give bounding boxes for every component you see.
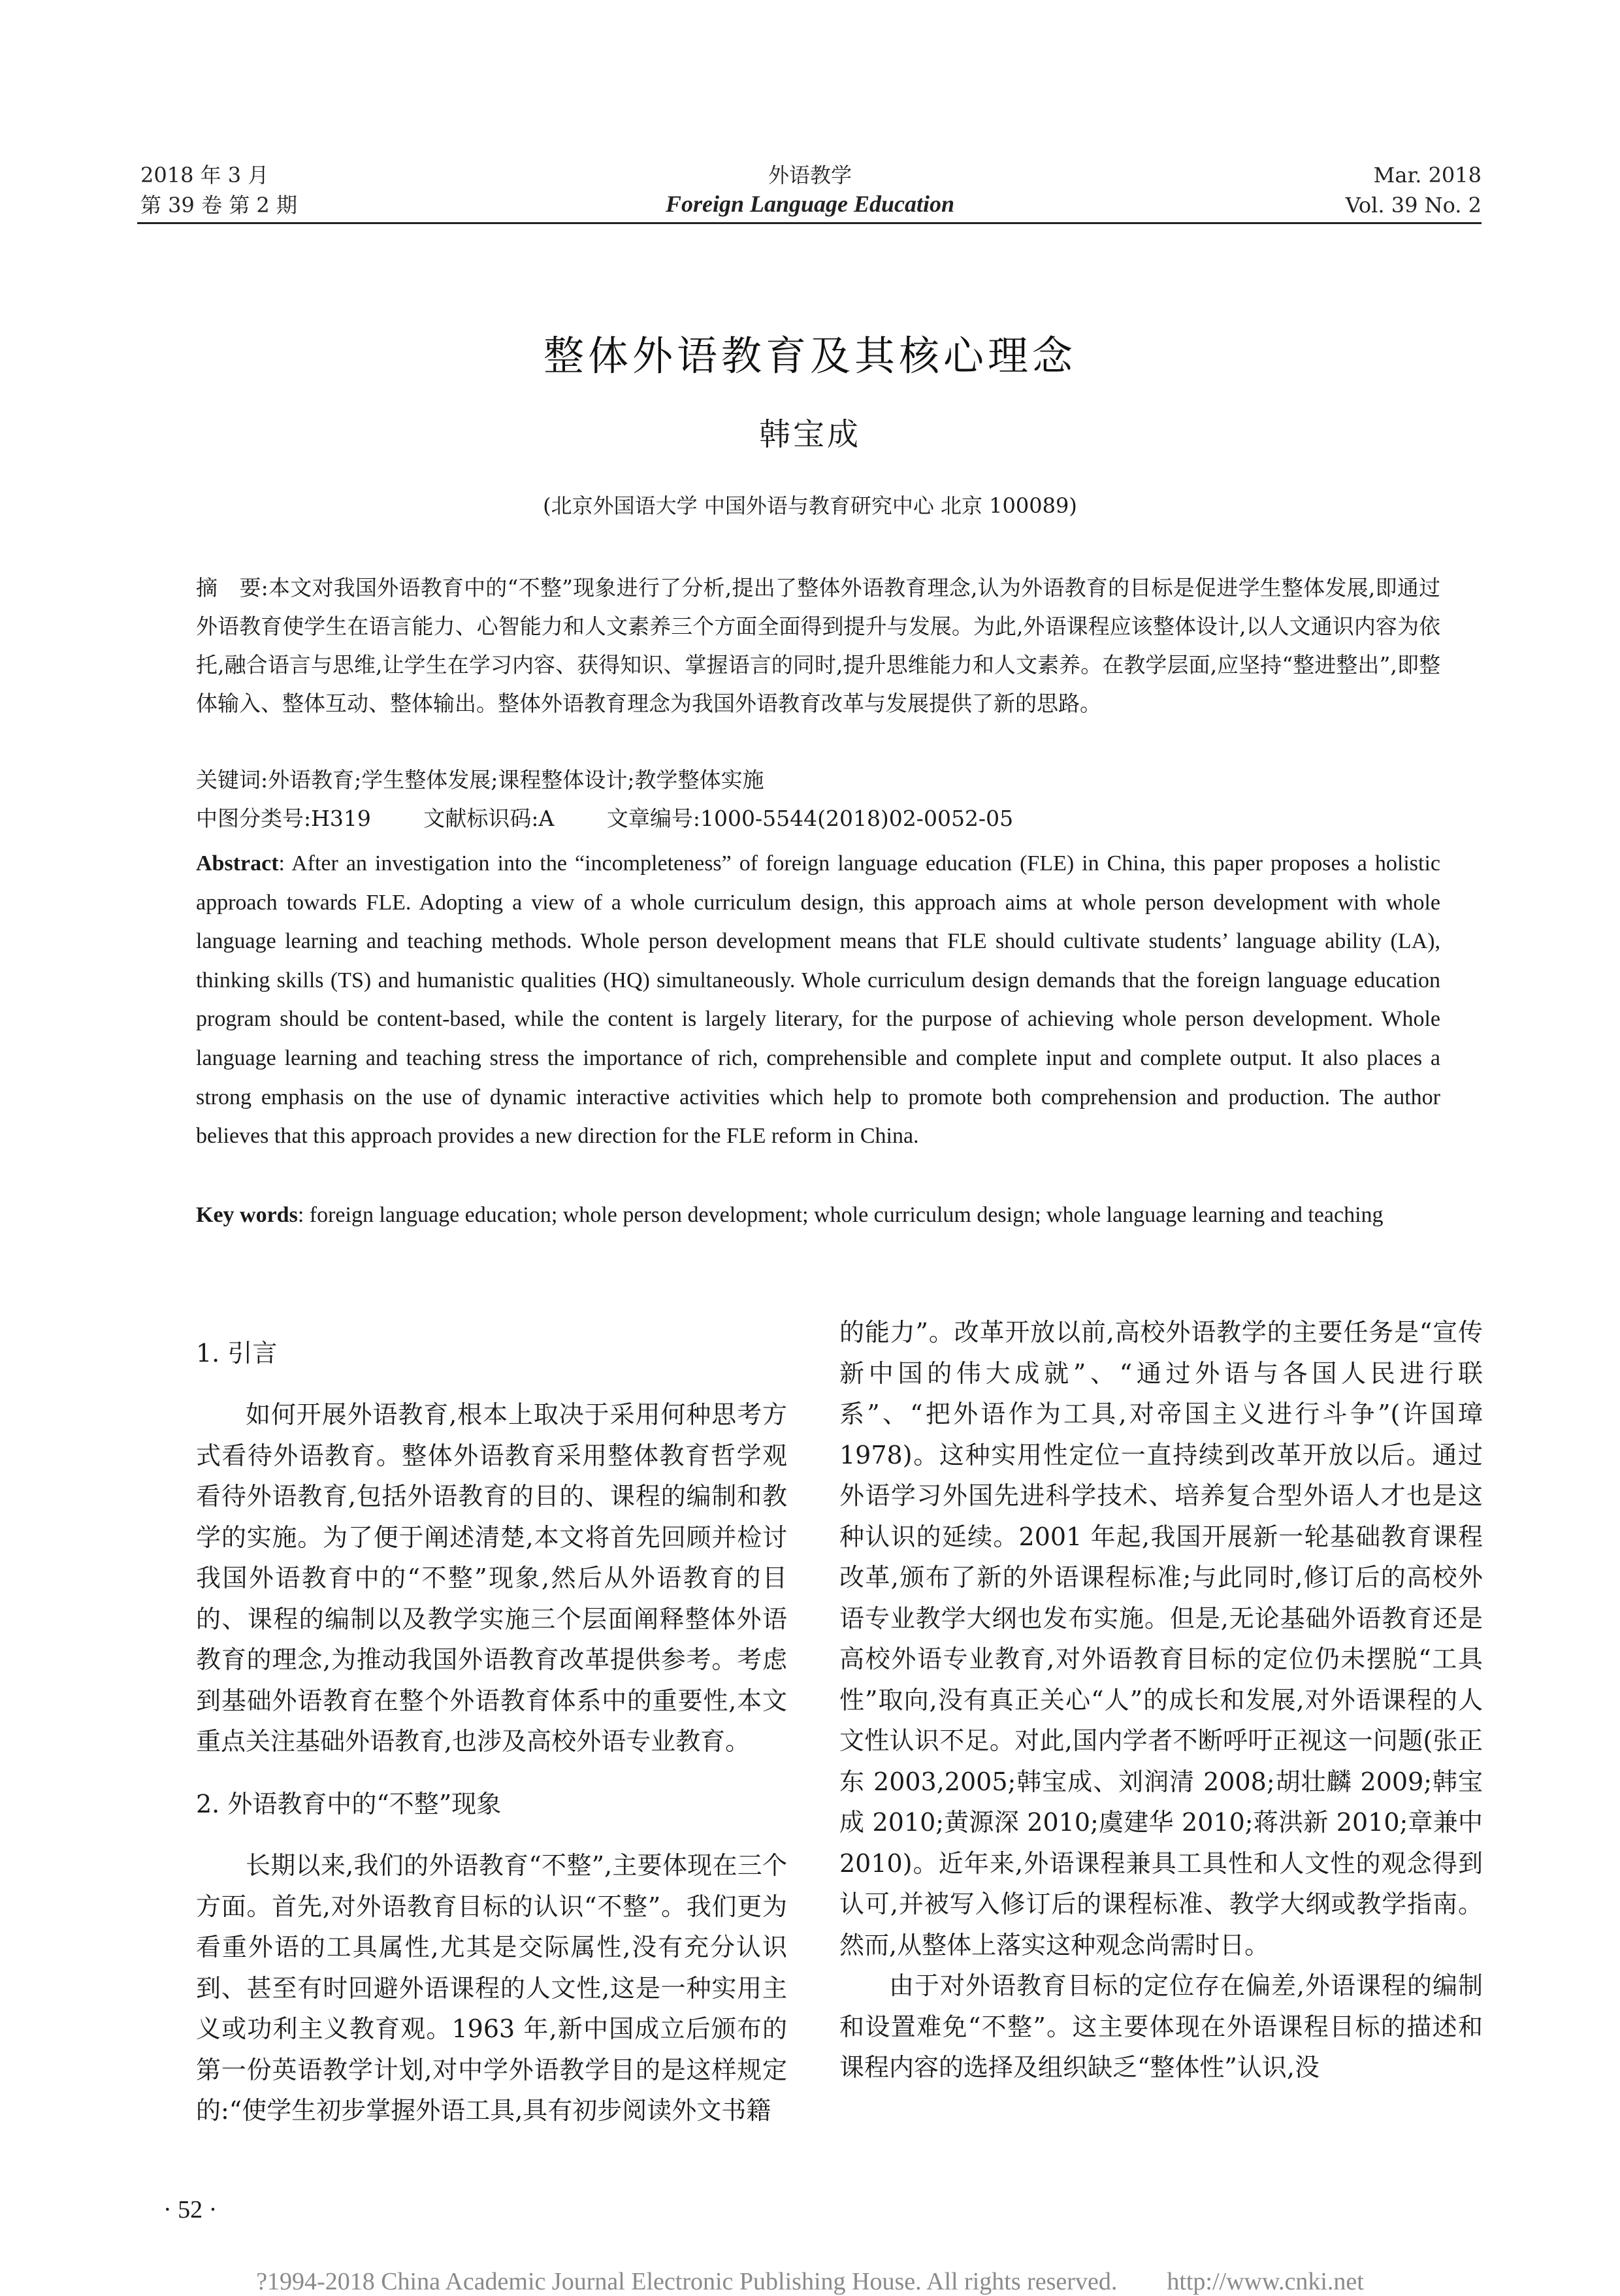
section-1-paragraph: 如何开展外语教育,根本上取决于采用何种思考方式看待外语教育。整体外语教育采用整体教育哲学观看待外语教育,包括外语教育的目的、课程的编制和教学的实施。为了便于阐述清楚,本文将首先回顾并检讨我国外语教育中的“不整”现象,然后从外语教育的目的、课程的编制以及教学实施三个层面阐释整体外语教育的理念,为推动我国外语教育改革提供参考。考虑到基础外语教育在整个外语教育体系中的重要性,本文重点关注基础外语教育,也涉及高校外语专业教育。 xyxy=(196,1400,787,1756)
keywords-cn: 关键词:外语教育;学生整体发展;课程整体设计;教学整体实施 xyxy=(196,767,764,793)
right-paragraph-2: 由于对外语教育目标的定位存在偏差,外语课程的编制和设置难免“不整”。这主要体现在外语课程目标的描述和课程内容的选择及组织缺乏“整体性”认识,没 xyxy=(839,1971,1483,2082)
keywords-en-label: Key words xyxy=(196,1203,298,1227)
classification-line xyxy=(196,799,1440,838)
header-date-en: Mar. 2018 xyxy=(1373,163,1482,188)
section-2-heading: 2. 外语教育中的“不整”现象 xyxy=(196,1790,502,1818)
paper-author: 韩宝成 xyxy=(758,416,861,453)
clc-number: 中图分类号:H319 xyxy=(196,806,371,831)
abstract-cn: 摘 要:本文对我国外语教育中的“不整”现象进行了分析,提出了整体外语教育理念,认为外语教育的目标是促进学生整体发展,即通过外语教育使学生在语言能力、心智能力和人文素养三个方面全面得到提升与发展。为此,外语课程应该整体设计,以人文通识内容为依托,融合语言与思维,让学生在学习内容、获得知识、掌握语言的同时,提升思维能力和人文素养。在教学层面,应坚持“整进整出”,即整体输入、整体互动、整体输出。整体外语教育理念为我国外语教育改革与发展提供了新的思路。 xyxy=(196,575,1440,716)
abstract-en xyxy=(196,844,1440,1156)
article-number: 文章编号:1000-5544(2018)02-0052-05 xyxy=(606,806,1014,831)
paper-title: 整体外语教育及其核心理念 xyxy=(543,332,1077,380)
header-rule xyxy=(137,222,1482,224)
page-number: · 52 · xyxy=(163,2196,218,2223)
abstract-en-label: Abstract xyxy=(196,851,279,876)
keywords-en xyxy=(196,1196,1440,1234)
section-1-heading: 1. 引言 xyxy=(196,1339,278,1368)
author-affiliation: (北京外国语大学 中国外语与教育研究中心 北京 100089) xyxy=(543,493,1077,518)
section-2-paragraph: 长期以来,我们的外语教育“不整”,主要体现在三个方面。首先,对外语教育目标的认识“不整”。我们更为看重外语的工具属性,尤其是交际属性,没有充分认识到、甚至有时回避外语课程的人文性,这是一种实用主义或功利主义教育观。1963 年,新中国成立后颁布的第一份英语教学计划,对中学外语教学目的是这样规定的:“使学生初步掌握外语工具,具有初步阅读外文书籍 xyxy=(196,1851,787,2125)
right-column xyxy=(839,1312,1483,2088)
header-issue-cn: 第 39 卷 第 2 期 xyxy=(140,193,297,218)
abstract-en-text: : After an investigation into the “incompleteness” of foreign language education (FLE) in China, this paper proposes a holistic approach towards FLE. Adopting a view of a whole curriculum design, this approach aims at whole person development with whole language learning and teaching methods. Whole person development means that FLE should cultivate students’ language ability (LA), thinking skills (TS) and humanistic qualities (HQ) simultaneously. Whole curriculum design demands that the foreign language education program should be content-based, while the content is largely literary, for the purpose of achieving whole person development. Whole language learning and teaching stress the importance of rich, comprehensible and complete input and complete output. It also places a strong emphasis on the use of dynamic interactive activities which help to promote both comprehension and production. The author believes that this approach provides a new direction for the FLE reform in China. xyxy=(196,851,1440,1149)
copyright-footer: ?1994-2018 China Academic Journal Electronic Publishing House. All rights reserved. http://www.cnki.net xyxy=(256,2268,1364,2295)
header-journal-cn: 外语教学 xyxy=(768,163,852,188)
header-journal-en: Foreign Language Education xyxy=(665,191,955,217)
header-date-cn: 2018 年 3 月 xyxy=(140,163,269,188)
keywords-en-text: : foreign language education; whole person development; whole curriculum design; whole language learning and teaching xyxy=(297,1203,1384,1227)
right-paragraph-1: 的能力”。改革开放以前,高校外语教学的主要任务是“宣传新中国的伟大成就”、“通过外语与各国人民进行联系”、“把外语作为工具,对帝国主义进行斗争”(许国璋 1978)。这种实用性定位一直持续到改革开放以后。通过外语学习外国先进科学技术、培养复合型外语人才也是这种认识的延续。2001 年起,我国开展新一轮基础教育课程改革,颁布了新的外语课程标准;与此同时,修订后的高校外语专业教学大纲也发布实施。但是,无论基础外语教育还是高校外语专业教育,对外语教育目标的定位仍未摆脱“工具性”取向,没有真正关心“人”的成长和发展,对外语课程的人文性认识不足。对此,国内学者不断呼吁正视这一问题(张正东 2003,2005;韩宝成、刘润清 2008;胡壮麟 2009;韩宝成 2010;黄源深 2010;虞建华 2010;蒋洪新 2010;章兼中 2010)。近年来,外语课程兼具工具性和人文性的观念得到认可,并被写入修订后的课程标准、教学大纲或教学指南。然而,从整体上落实这种观念尚需时日。 xyxy=(839,1318,1483,1960)
document-code: 文献标识码:A xyxy=(423,806,555,831)
header-issue-en: Vol. 39 No. 2 xyxy=(1345,193,1482,218)
